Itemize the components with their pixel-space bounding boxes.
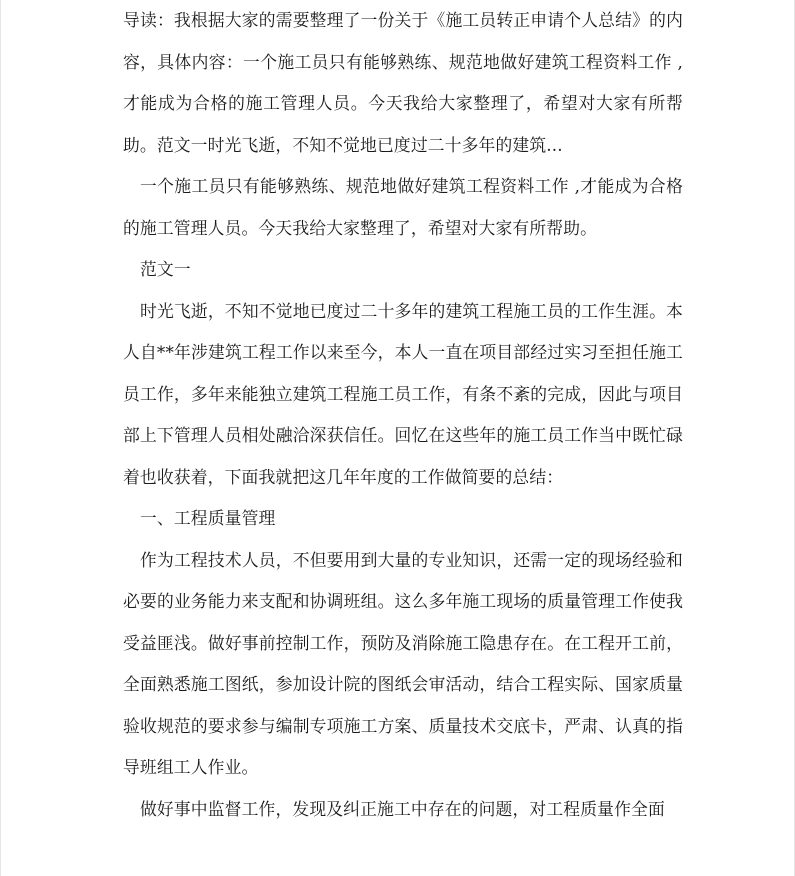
section-heading-quality: 一、工程质量管理 — [140, 508, 276, 528]
body-paragraph-3: 做好事中监督工作，发现及纠正施工中存在的问题，对工程质量作全面 — [140, 798, 665, 819]
document-body — [123, 0, 683, 830]
body-paragraph-1: 时光飞逝，不知不觉地已度过二十多年的建筑工程施工员的工作生涯。本人自**年涉建筑工程工作以来至今，本人一直在项目部经过实习至担任施工员工作，多年来能独立建筑工程施工员工作，有条不紊的完成，因此与项目部上下管理人员相处融洽深获信任。回忆在这些年的施工员工作当中既忙碌着也收获着，下面我就把这几年年度的工作做简要的总结： — [123, 300, 683, 487]
intro-paragraph: 导读：我根据大家的需要整理了一份关于《施工员转正申请个人总结》的内容，具体内容：一个施工员只有能够熟练、规范地做好建筑工程资料工作 ,才能成为合格的施工管理人员。今天我给大家整理了，希望对大家有所帮助。范文一时光飞逝，不知不觉地已度过二十多年的建筑... — [123, 10, 683, 155]
body-paragraph-2: 作为工程技术人员，不但要用到大量的专业知识，还需一定的现场经验和必要的业务能力来支配和协调班组。这么多年施工现场的质量管理工作使我受益匪浅。做好事前控制工作，预防及消除施工隐患存在。在工程开工前，全面熟悉施工图纸，参加设计院的图纸会审活动，结合工程实际、国家质量验收规范的要求参与编制专项施工方案、质量技术交底卡，严肃、认真的指导班组工人作业。 — [123, 549, 683, 777]
summary-paragraph: 一个施工员只有能够熟练、规范地做好建筑工程资料工作 ,才能成为合格的施工管理人员。今天我给大家整理了，希望对大家有所帮助。 — [123, 176, 683, 238]
section-title: 范文一 — [140, 259, 191, 279]
